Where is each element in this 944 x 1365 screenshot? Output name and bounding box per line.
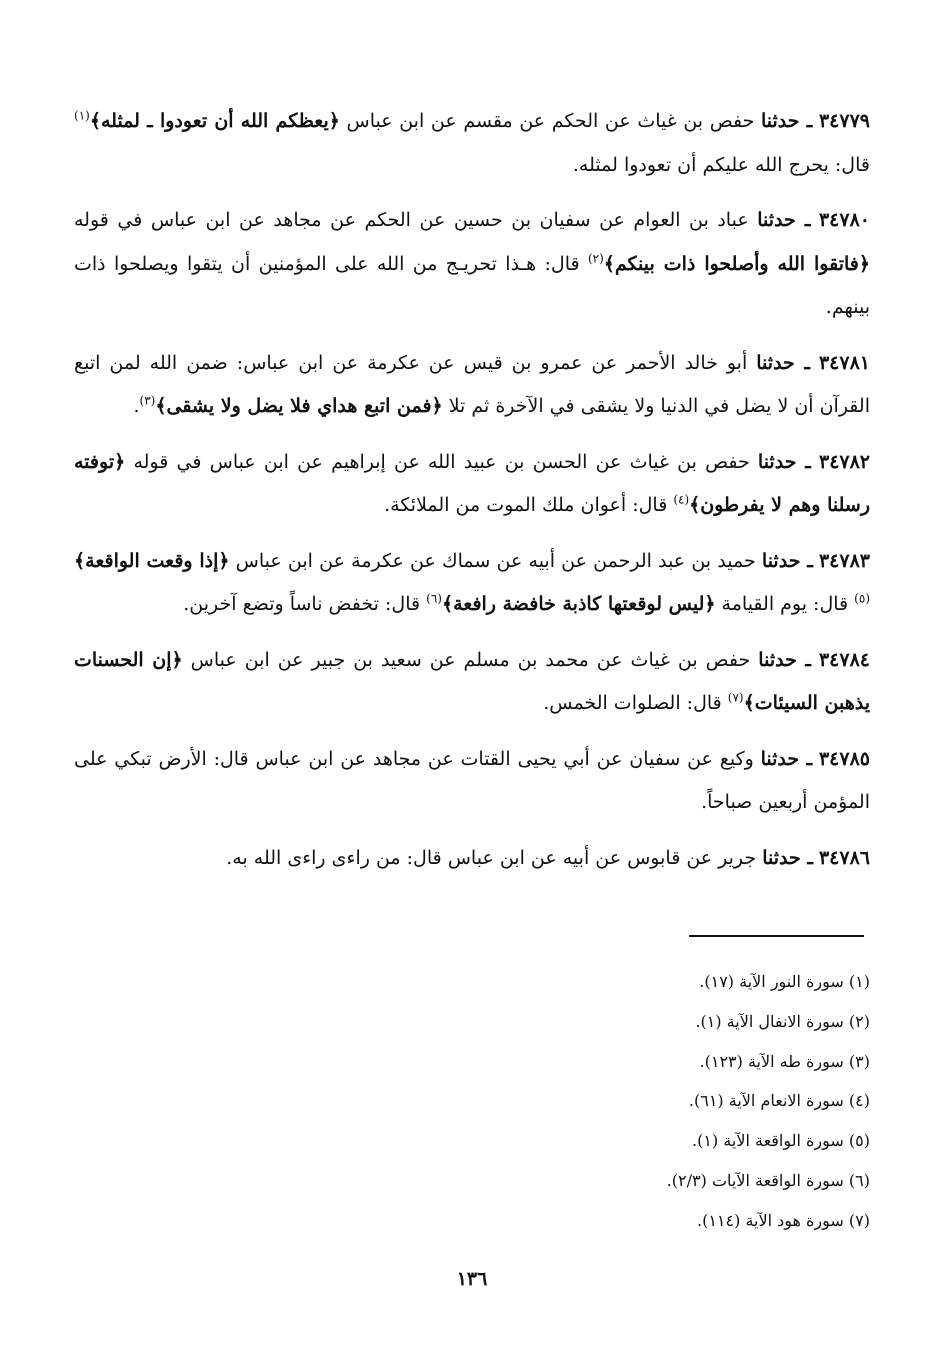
hadith-number: ٣٤٧٨٠ — [818, 209, 870, 231]
hadith-intro: ـ حدثنا — [760, 747, 813, 770]
hadith-34783 — [74, 540, 870, 627]
hadith-number: ٣٤٧٨٣ — [818, 549, 870, 572]
hadith-text: حفص بن غياث عن الحكم عن مقسم عن ابن عباس — [339, 110, 761, 132]
hadith-34781 — [74, 342, 870, 429]
hadith-number: ٣٤٧٨٦ — [818, 846, 870, 869]
hadith-list — [74, 100, 870, 892]
hadith-text-after-2: قال: تخفض ناساً وتضع آخرين. — [183, 593, 427, 615]
hadith-34782 — [74, 441, 870, 528]
hadith-34780 — [74, 199, 870, 330]
footnote-separator — [689, 935, 864, 937]
footnote-ref: (٧) — [727, 690, 744, 705]
quran-verse: ﴿فاتقوا الله وأصلحوا ذات بينكم﴾ — [603, 252, 870, 275]
quran-verse: ﴿توفته رسلنا وهم لا يفرطون﴾ — [74, 450, 870, 516]
footnote-2: (٢) سورة الانفال الآية (١). — [695, 1011, 870, 1031]
quran-verse: ﴿إن الحسنات يذهبن السيئات﴾ — [74, 648, 870, 714]
hadith-number: ٣٤٧٨١ — [818, 351, 870, 374]
hadith-34786 — [74, 837, 870, 881]
footnote-4: (٤) سورة الانعام الآية (٦١). — [688, 1091, 870, 1111]
footnote-6: (٦) سورة الواقعة الآيات (٢/٣). — [666, 1170, 870, 1190]
hadith-text: حفص بن غياث عن الحسن بن عبيد الله عن إبراهيم عن ابن عباس في قوله — [125, 450, 758, 473]
hadith-text: أبو خالد الأحمر عن عمرو بن قيس عن عكرمة عن ابن عباس: ضمن الله لمن اتبع القرآن أن لا يضل في الدنيا ولا يشقى في الآخرة ثم تلا — [74, 351, 870, 417]
hadith-34785 — [74, 738, 870, 825]
hadith-intro: ـ حدثنا — [762, 846, 813, 869]
quran-verse: ﴿يعظكم الله أن تعودوا ـ لمثله﴾ — [89, 110, 340, 132]
hadith-text: عباد بن العوام عن سفيان بن حسين عن الحكم عن مجاهد عن ابن عباس في قوله — [74, 209, 758, 231]
footnote-ref: (٢) — [587, 251, 604, 266]
hadith-intro: ـ حدثنا — [756, 351, 810, 374]
footnote-1: (١) سورة النور الآية (١٧). — [699, 972, 870, 991]
hadith-number: ٣٤٧٨٤ — [818, 648, 870, 671]
hadith-34784 — [74, 639, 870, 726]
hadith-text: حفص بن غياث عن محمد بن مسلم عن سعيد بن جبير عن ابن عباس — [182, 648, 759, 671]
quran-verse: ﴿فمن اتبع هداي فلا يضل ولا يشقى﴾ — [155, 395, 443, 417]
hadith-34779 — [74, 100, 870, 187]
hadith-intro: ـ حدثنا — [761, 110, 813, 132]
hadith-text-after: قال: يوم القيامة — [715, 593, 855, 615]
footnote-ref: (٣) — [139, 393, 156, 408]
hadith-text: جرير عن قابوس عن أبيه عن ابن عباس قال: من راءى راءى الله به. — [226, 846, 763, 869]
footnote-7: (٧) سورة هود الآية (١١٤). — [697, 1210, 870, 1230]
footnote-3: (٣) سورة طه الآية (١٢٣). — [699, 1051, 870, 1071]
hadith-intro: ـ حدثنا — [757, 450, 811, 473]
hadith-text-after: قال: أعوان ملك الموت من الملائكة. — [384, 494, 674, 516]
hadith-text-after: قال: هـذا تحريـج من الله على المؤمنين أن يتقوا ويصلحوا ذات بينهم. — [74, 252, 870, 318]
footnote-ref: (١) — [74, 108, 90, 123]
hadith-number: ٣٤٧٨٥ — [818, 747, 870, 770]
hadith-intro: ـ حدثنا — [758, 648, 811, 671]
quran-verse-2: ﴿ليس لوقعتها كاذبة خافضة رافعة﴾ — [441, 593, 716, 615]
hadith-text: وكيع عن سفيان عن أبي يحيى القتات عن مجاهد عن ابن عباس قال: الأرض تبكي على المؤمن أربعين صباحاً. — [74, 747, 870, 813]
footnote-5: (٥) سورة الواقعة الآية (١). — [692, 1131, 870, 1151]
footnotes-list — [470, 972, 870, 1251]
hadith-number: ٣٤٧٧٩ — [818, 110, 870, 132]
footnote-ref: (٤) — [673, 492, 690, 507]
footnote-ref-2: (٦) — [426, 591, 442, 606]
hadith-text: حميد بن عبد الرحمن عن أبيه عن سماك عن عكرمة عن ابن عباس — [229, 549, 762, 572]
hadith-text-after: قال: الصلوات الخمس. — [543, 692, 728, 714]
footnote-ref: (٥) — [854, 591, 870, 606]
hadith-text-after: قال: يحرج الله عليكم أن تعودوا لمثله. — [572, 153, 870, 176]
hadith-text-after: . — [133, 395, 140, 417]
quran-verse: ﴿إذا وقعت الواقعة﴾ — [74, 549, 230, 572]
hadith-intro: ـ حدثنا — [761, 549, 813, 572]
hadith-intro: ـ حدثنا — [757, 209, 811, 231]
page-number: ١٣٦ — [456, 1268, 488, 1290]
hadith-number: ٣٤٧٨٢ — [818, 450, 871, 473]
